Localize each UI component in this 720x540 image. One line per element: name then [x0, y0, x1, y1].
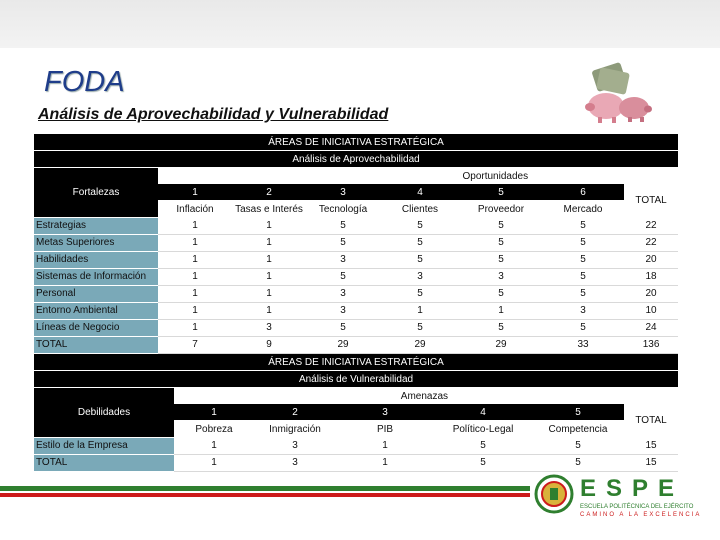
- debilidades-header: Debilidades: [34, 388, 174, 438]
- table-cell: 5: [460, 285, 542, 302]
- col-number: 5: [460, 184, 542, 201]
- col-number: 5: [532, 404, 624, 421]
- table-cell-total: 22: [624, 234, 678, 251]
- vulnerabilidad-table: [34, 354, 678, 472]
- col-number: 3: [306, 184, 380, 201]
- factor-header: Proveedor: [460, 201, 542, 218]
- table-cell-total: 18: [624, 268, 678, 285]
- table-cell: 29: [380, 336, 460, 353]
- table-cell: 1: [158, 268, 232, 285]
- table-cell: 33: [542, 336, 624, 353]
- table-cell: 3: [306, 251, 380, 268]
- table-cell: 1: [232, 285, 306, 302]
- table-cell: 5: [460, 319, 542, 336]
- table-cell: 9: [232, 336, 306, 353]
- table-cell: 1: [336, 437, 434, 454]
- band-analisis-aprovechabilidad: Análisis de Aprovechabilidad: [34, 151, 678, 168]
- table-cell: 1: [460, 302, 542, 319]
- col-number: 6: [542, 184, 624, 201]
- aprovechabilidad-table: [34, 134, 678, 354]
- table-row: [34, 437, 678, 454]
- table-cell: 5: [542, 268, 624, 285]
- row-label: Estrategias: [34, 217, 158, 234]
- table-cell-total: 10: [624, 302, 678, 319]
- col-number: 3: [336, 404, 434, 421]
- table-cell: 5: [306, 319, 380, 336]
- table-cell: 1: [380, 302, 460, 319]
- table-row-total: [34, 336, 678, 353]
- table-cell: 1: [158, 319, 232, 336]
- logo-line2: CAMINO A LA EXCELENCIA: [580, 512, 702, 518]
- table-cell: 5: [532, 454, 624, 471]
- band-areas-iniciativa: ÁREAS DE INICIATIVA ESTRATÉGICA: [34, 134, 678, 151]
- logo-line1: ESCUELA POLITÉCNICA DEL EJÉRCITO: [580, 504, 694, 510]
- table-row: [34, 285, 678, 302]
- table-row: [34, 268, 678, 285]
- table-cell: 1: [158, 251, 232, 268]
- table-cell: 3: [306, 302, 380, 319]
- table-cell-total: 20: [624, 285, 678, 302]
- table-cell: 1: [232, 251, 306, 268]
- table-cell: 5: [460, 234, 542, 251]
- table-cell-total: 15: [624, 437, 678, 454]
- table-cell: 1: [158, 234, 232, 251]
- table-cell: 5: [380, 217, 460, 234]
- table-cell: 3: [254, 454, 336, 471]
- table-cell: 3: [542, 302, 624, 319]
- footer-stripes: [0, 486, 530, 497]
- table-cell: 5: [542, 251, 624, 268]
- factor-header: Inmigración: [254, 421, 336, 438]
- row-label: TOTAL: [34, 336, 158, 353]
- band-analisis-vulnerabilidad: Análisis de Vulnerabilidad: [34, 371, 678, 388]
- col-number: 2: [232, 184, 306, 201]
- fortalezas-header: Fortalezas: [34, 168, 158, 218]
- red-stripe: [0, 493, 530, 497]
- table-cell: 1: [232, 234, 306, 251]
- table-cell: 1: [232, 302, 306, 319]
- total-header: TOTAL: [624, 184, 678, 217]
- table-cell: 5: [460, 217, 542, 234]
- table-cell: 1: [336, 454, 434, 471]
- table-cell: 5: [380, 319, 460, 336]
- table-cell: 1: [232, 268, 306, 285]
- table-cell: 5: [380, 234, 460, 251]
- col-number: 1: [174, 404, 254, 421]
- table-cell: 29: [306, 336, 380, 353]
- table-cell-total: 15: [624, 454, 678, 471]
- table-cell: 5: [460, 251, 542, 268]
- table-cell: 5: [542, 319, 624, 336]
- table-cell: 5: [380, 285, 460, 302]
- table-cell: 3: [460, 268, 542, 285]
- factor-header: Político-Legal: [434, 421, 532, 438]
- page-title: FODA: [44, 66, 125, 98]
- factor-header: Clientes: [380, 201, 460, 218]
- table-row: [34, 234, 678, 251]
- table-cell: 7: [158, 336, 232, 353]
- amenazas-header: Amenazas: [174, 388, 678, 405]
- table-cell: 5: [306, 268, 380, 285]
- factor-header: Inflación: [158, 201, 232, 218]
- table-cell: 3: [306, 285, 380, 302]
- row-label: Sistemas de Información: [34, 268, 158, 285]
- table-cell: 5: [306, 234, 380, 251]
- page-subtitle: Análisis de Aprovechabilidad y Vulnerabilidad: [38, 106, 389, 123]
- table-cell: 5: [542, 234, 624, 251]
- table-cell: 5: [532, 437, 624, 454]
- oportunidades-header: Oportunidades: [158, 168, 678, 185]
- table-cell: 3: [232, 319, 306, 336]
- table-cell: 1: [158, 285, 232, 302]
- row-label: Metas Superiores: [34, 234, 158, 251]
- table-row: [34, 217, 678, 234]
- row-label: Líneas de Negocio: [34, 319, 158, 336]
- row-label: Entorno Ambiental: [34, 302, 158, 319]
- table-cell: 5: [434, 437, 532, 454]
- total-header: TOTAL: [624, 404, 678, 437]
- table-cell: 1: [174, 454, 254, 471]
- table-cell: 5: [380, 251, 460, 268]
- table-cell: 5: [434, 454, 532, 471]
- col-number: 1: [158, 184, 232, 201]
- table-row: [34, 251, 678, 268]
- espe-logo: [534, 470, 709, 520]
- row-label: Estilo de la Empresa: [34, 437, 174, 454]
- col-number: 4: [434, 404, 532, 421]
- table-cell-total: 22: [624, 217, 678, 234]
- green-stripe: [0, 486, 530, 491]
- table-cell: 1: [158, 302, 232, 319]
- table-cell: 1: [232, 217, 306, 234]
- row-label: TOTAL: [34, 454, 174, 471]
- row-label: Personal: [34, 285, 158, 302]
- factor-header: Tecnología: [306, 201, 380, 218]
- table-cell-total: 136: [624, 336, 678, 353]
- table-cell: 1: [158, 217, 232, 234]
- table-cell: 5: [542, 285, 624, 302]
- logo-wordmark: ESPE: [580, 475, 685, 502]
- table-row-total: [34, 454, 678, 471]
- row-label: Habilidades: [34, 251, 158, 268]
- factor-header: PIB: [336, 421, 434, 438]
- factor-header: Mercado: [542, 201, 624, 218]
- table-cell: 3: [254, 437, 336, 454]
- table-cell-total: 24: [624, 319, 678, 336]
- piggy-bank-illustration: [576, 62, 662, 128]
- factor-header: Pobreza: [174, 421, 254, 438]
- table-cell: 29: [460, 336, 542, 353]
- table-cell: 1: [174, 437, 254, 454]
- top-banner: [0, 0, 720, 48]
- col-number: 2: [254, 404, 336, 421]
- table-cell-total: 20: [624, 251, 678, 268]
- factor-header: Competencia: [532, 421, 624, 438]
- table-row: [34, 319, 678, 336]
- table-cell: 5: [306, 217, 380, 234]
- band-areas-iniciativa: ÁREAS DE INICIATIVA ESTRATÉGICA: [34, 354, 678, 371]
- col-number: 4: [380, 184, 460, 201]
- table-cell: 5: [542, 217, 624, 234]
- table-row: [34, 302, 678, 319]
- table-cell: 3: [380, 268, 460, 285]
- factor-header: Tasas e Interés: [232, 201, 306, 218]
